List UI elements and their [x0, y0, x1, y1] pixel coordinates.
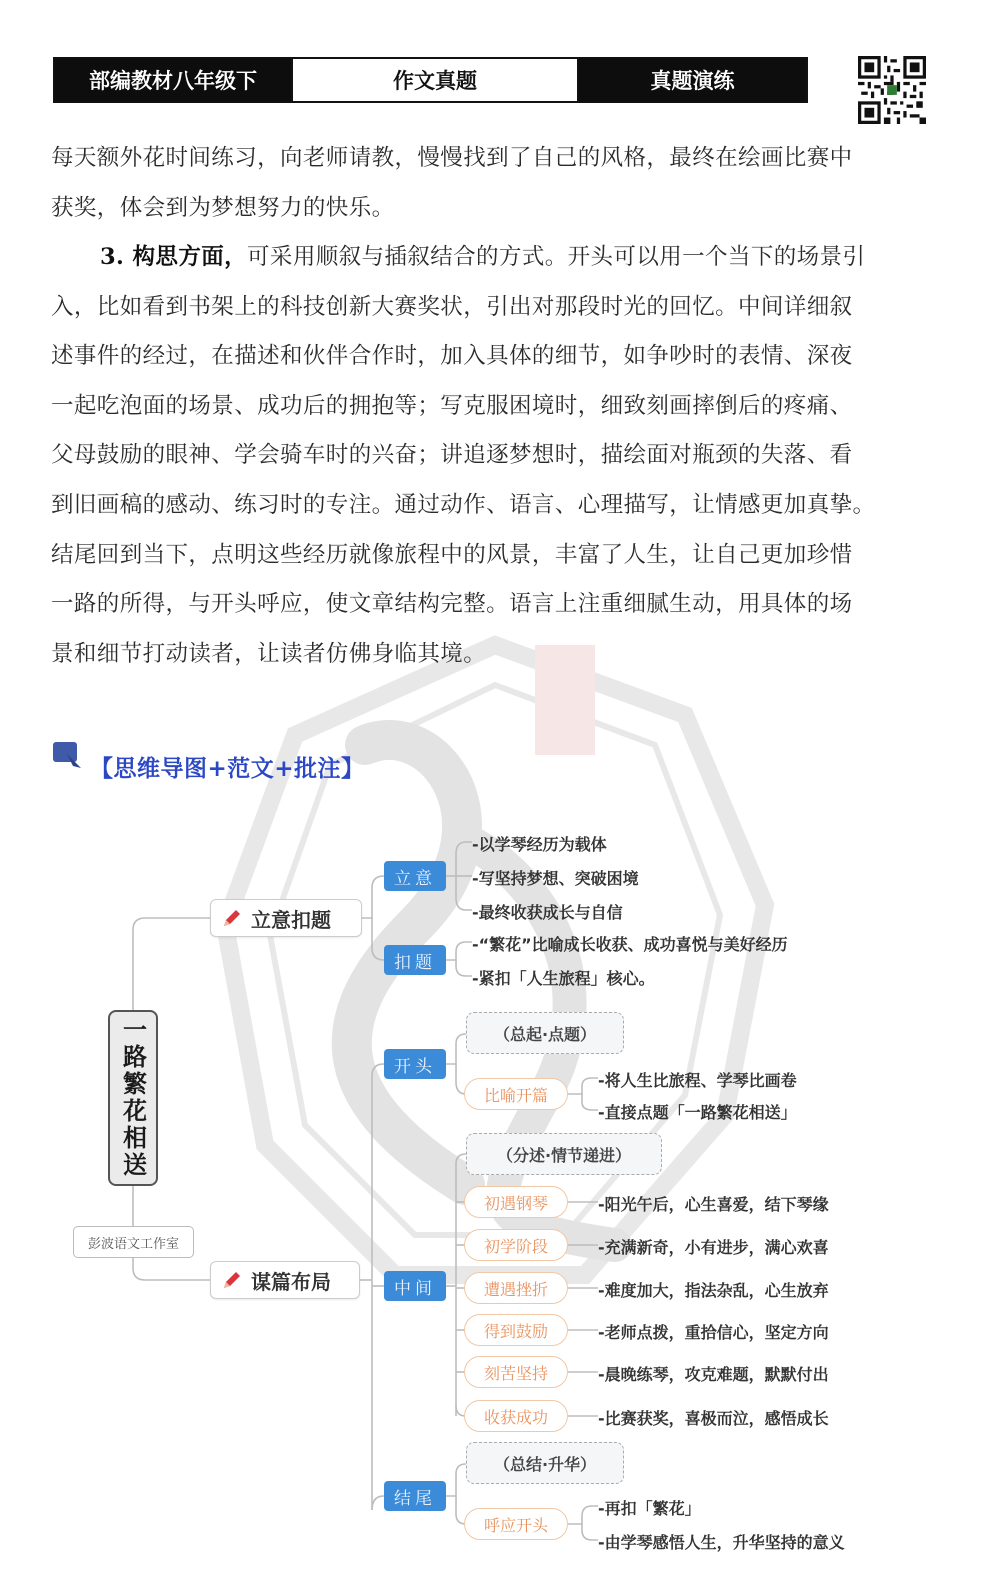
text-line: 获奖，体会到为梦想努力的快乐。: [51, 194, 395, 221]
node-kaitou: 开头: [384, 1049, 446, 1079]
text-line: 3. 构思方面，可采用顺叙与插叙结合的方式。开头可以用一个当下的场景引: [100, 244, 866, 270]
text-line: 景和细节打动读者，让读者仿佛身临其境。: [51, 640, 487, 667]
node-liyi: 立意: [384, 861, 446, 891]
leaf-item: -由学琴感悟人生，升华坚持的意义: [598, 1533, 845, 1552]
header-left: 部编教材八年级下: [55, 59, 291, 101]
branch-label: 立意扣题: [251, 907, 331, 932]
text-line: 入，比如看到书架上的科技创新大赛奖状，引出对那段时光的回忆。中间详细叙: [51, 293, 853, 320]
node-row-label: 初遇钢琴: [464, 1186, 568, 1218]
pencil-icon: [221, 907, 243, 929]
branch-label: 谋篇布局: [251, 1269, 331, 1294]
leaf-item: -最终收获成长与自信: [472, 903, 623, 922]
leaf-item: -老师点拨，重拾信心，坚定方向: [598, 1323, 829, 1342]
para-lead: 3. 构思方面，: [100, 244, 248, 270]
node-kaitou-summary: （总起·点题）: [466, 1012, 624, 1054]
leaf-item: -写坚持梦想、突破困境: [472, 869, 639, 888]
text-line: 每天额外花时间练习，向老师请教，慢慢找到了自己的风格，最终在绘画比赛中: [51, 145, 853, 171]
leaf-item: -再扣「繁花」: [598, 1499, 701, 1518]
text-line: 一路的所得，与开头呼应，使文章结构完整。语言上注重细腻生动，用具体的场: [51, 591, 853, 618]
node-row-label: 遭遇挫折: [464, 1272, 568, 1304]
leaf-item: -“繁花”比喻成长收获、成功喜悦与美好经历: [472, 935, 788, 954]
leaf-item: -阳光午后，心生喜爱，结下琴缘: [598, 1195, 829, 1214]
node-koti: 扣题: [384, 945, 446, 975]
leaf-item: -晨晚练琴，攻克难题，默默付出: [598, 1365, 829, 1384]
text-line: 到旧画稿的感动、练习时的专注。通过动作、语言、心理描写，让情感更加真挚。: [51, 491, 876, 518]
leaf-item: -比赛获奖，喜极而泣，感悟成长: [598, 1409, 829, 1428]
text-line: 父母鼓励的眼神、学会骑车时的兴奋；讲追逐梦想时，描绘面对瓶颈的失落、看: [51, 442, 853, 469]
studio-label: 彭波语文工作室: [73, 1226, 194, 1258]
leaf-item: -直接点题「一路繁花相送」: [598, 1103, 797, 1122]
pencil-icon: [221, 1269, 243, 1291]
leaf-item: -紧扣「人生旅程」核心。: [472, 969, 655, 988]
header-right: 真题演练: [579, 59, 806, 101]
node-row-label: 收获成功: [464, 1400, 568, 1432]
node-row-label: 初学阶段: [464, 1229, 568, 1261]
branch-moupian: [210, 1261, 360, 1299]
node-row-label: 得到鼓励: [464, 1314, 568, 1346]
text-line: 述事件的经过，在描述和伙伴合作时，加入具体的细节，如争吵时的表情、深夜: [51, 343, 853, 370]
paragraph-1: [51, 134, 935, 233]
bookmark-icon: [53, 742, 81, 768]
text-line: 结尾回到当下，点明这些经历就像旅程中的风景，丰富了人生，让自己更加珍惜: [51, 541, 853, 568]
section-title: 【思维导图+范文+批注】: [90, 756, 365, 782]
leaf-item: -难度加大，指法杂乱，心生放弃: [598, 1281, 829, 1300]
node-jiewei: 结尾: [384, 1481, 446, 1511]
paragraph-2: [51, 233, 935, 679]
node-row-label: 刻苦坚持: [464, 1356, 568, 1388]
node-jiewei-summary: （总结·升华）: [466, 1442, 624, 1484]
node-huying: 呼应开头: [464, 1508, 568, 1540]
text-line: 一起吃泡面的场景、成功后的拥抱等；写克服困境时，细致刻画摔倒后的疼痛、: [51, 392, 853, 419]
leaf-item: -充满新奇，小有进步，满心欢喜: [598, 1238, 829, 1257]
leaf-item: -将人生比旅程、学琴比画卷: [598, 1071, 797, 1090]
qr-code-icon[interactable]: [858, 56, 926, 124]
header-center: 作文真题: [291, 59, 579, 101]
branch-liyi-koti: [210, 899, 362, 937]
node-zhongjian-summary: （分述·情节递进）: [466, 1133, 662, 1175]
leaf-item: -以学琴经历为载体: [472, 835, 607, 854]
header-bar: [53, 57, 808, 103]
node-zhongjian: 中间: [384, 1271, 446, 1301]
mindmap-root: 一路繁花相送: [108, 1010, 158, 1186]
node-biyu: 比喻开篇: [464, 1078, 568, 1110]
